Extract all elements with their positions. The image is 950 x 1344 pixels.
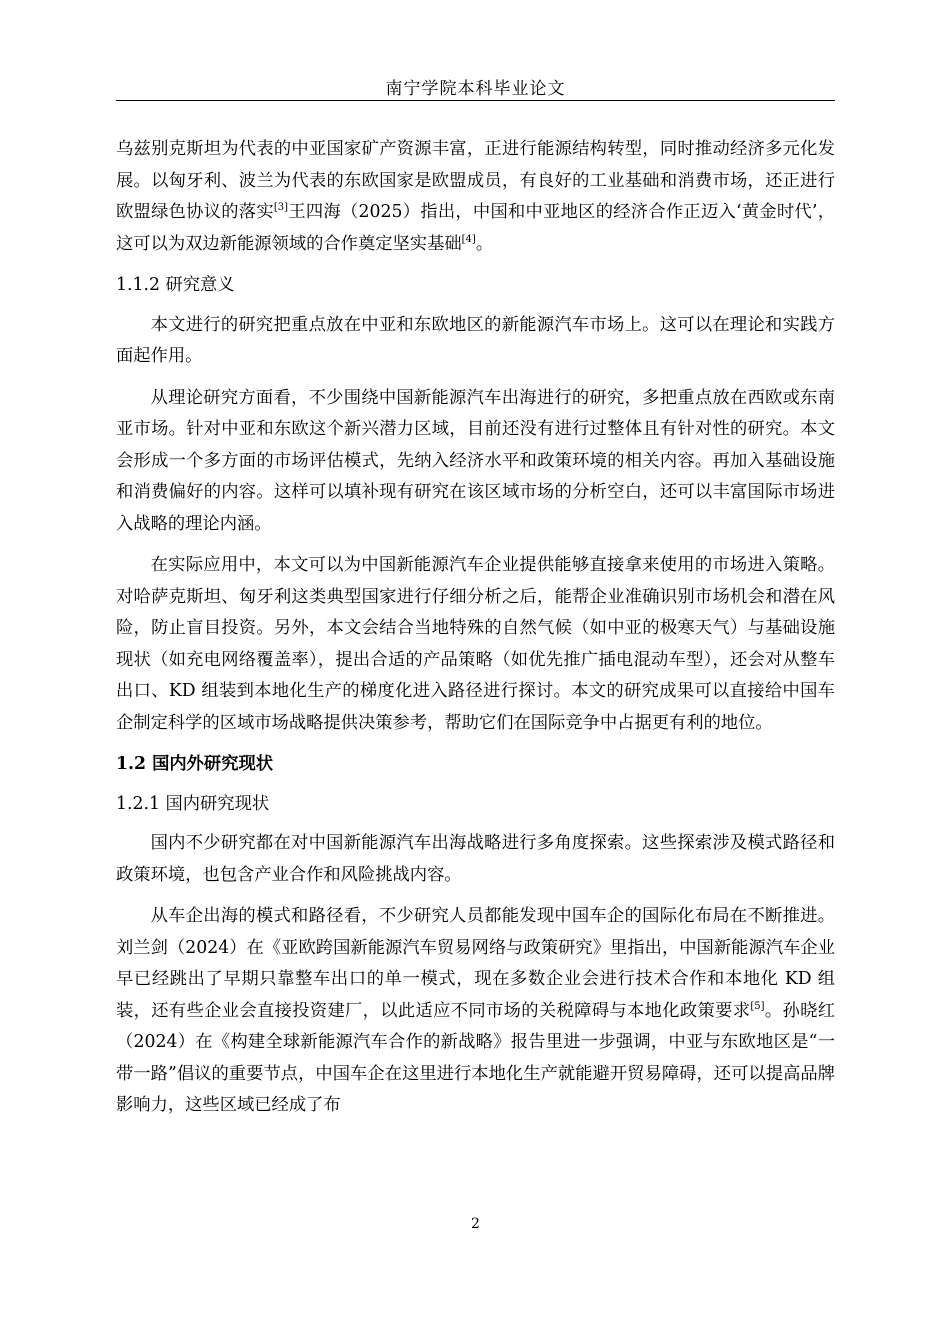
section-heading-1-2-1: 1.2.1 国内研究现状 bbox=[116, 793, 270, 814]
paragraph: 国内不少研究都在对中国新能源汽车出海战略进行多角度探索。这些探索涉及模式路径和政策环境，也包含产业合作和风险挑战内容。 bbox=[116, 833, 835, 885]
paragraph-text: 从车企出海的模式和路径看，不少研究人员都能发现中国车企的国际化布局在不断推进。刘兰剑（2024）在《亚欧跨国新能源汽车贸易网络与政策研究》里指出，中国新能源汽车企业早已经跳出了早期只靠整车出口的单一模式，现在多数企业会进行技术合作和本地化 KD 组装，还有些企业会直接投资建厂，以此适应不同市场的关税障碍与本地化政策要求 bbox=[116, 906, 835, 1021]
paragraph: 本文进行的研究把重点放在中亚和东欧地区的新能源汽车市场上。这可以在理论和实践方面起作用。 bbox=[116, 314, 835, 366]
paragraph-text: 。 bbox=[475, 233, 494, 254]
page-number: 2 bbox=[471, 1216, 480, 1232]
citation-ref: [3] bbox=[273, 202, 289, 214]
paragraph-text: 王四海（2025）指出，中国和中亚地区的经济合作正迈入‘黄金时代’，这可以为双边新能源领域的合作奠定坚实基础 bbox=[116, 202, 835, 254]
citation-ref: [4] bbox=[461, 233, 476, 245]
paragraph-continued bbox=[116, 134, 835, 260]
page-header-title: 南宁学院本科毕业论文 bbox=[385, 79, 566, 99]
header-divider bbox=[116, 100, 835, 101]
paragraph bbox=[116, 901, 835, 1122]
paragraph: 从理论研究方面看，不少围绕中国新能源汽车出海进行的研究，多把重点放在西欧或东南亚市场。针对中亚和东欧这个新兴潜力区域，目前还没有进行过整体且有针对性的研究。本文会形成一个多方面的市场评估模式，先纳入经济水平和政策环境的相关内容。再加入基础设施和消费偏好的内容。这样可以填补现有研究在该区域市场的分析空白，还可以丰富国际市场进入战略的理论内涵。 bbox=[116, 387, 835, 534]
paragraph-text: 。孙晓红（2024）在《构建全球新能源汽车合作的新战略》报告里进一步强调，中亚与东欧地区是“一带一路”倡议的重要节点，中国车企在这里进行本地化生产就能避开贸易障碍，还可以提高品牌影响力，这些区域已经成了布 bbox=[116, 1000, 835, 1115]
section-heading-1-2: 1.2 国内外研究现状 bbox=[116, 754, 274, 774]
section-heading-1-1-2: 1.1.2 研究意义 bbox=[116, 275, 235, 295]
paragraph: 在实际应用中，本文可以为中国新能源汽车企业提供能够直接拿来使用的市场进入策略。对哈萨克斯坦、匈牙利这类典型国家进行仔细分析之后，能帮企业准确识别市场机会和潜在风险，防止盲目投资。另外，本文会结合当地特殊的自然气候（如中亚的极寒天气）与基础设施现状（如充电网络覆盖率），提出合适的产品策略（如优先推广插电混动车型），还会对从整车出口、KD 组装到本地化生产的梯度化进入路径进行探讨。本文的研究成果可以直接给中国车企制定科学的区域市场战略提供决策参考，帮助它们在国际竞争中占据更有利的地位。 bbox=[116, 555, 835, 733]
paragraph-text: 乌兹别克斯坦为代表的中亚国家矿产资源丰富，正进行能源结构转型，同时推动经济多元化发展。以匈牙利、波兰为代表的东欧国家是欧盟成员，有良好的工业基础和消费市场，还正进行欧盟绿色协议的落实 bbox=[116, 139, 835, 222]
citation-ref: [5] bbox=[750, 1000, 765, 1012]
document-body bbox=[116, 134, 835, 1132]
